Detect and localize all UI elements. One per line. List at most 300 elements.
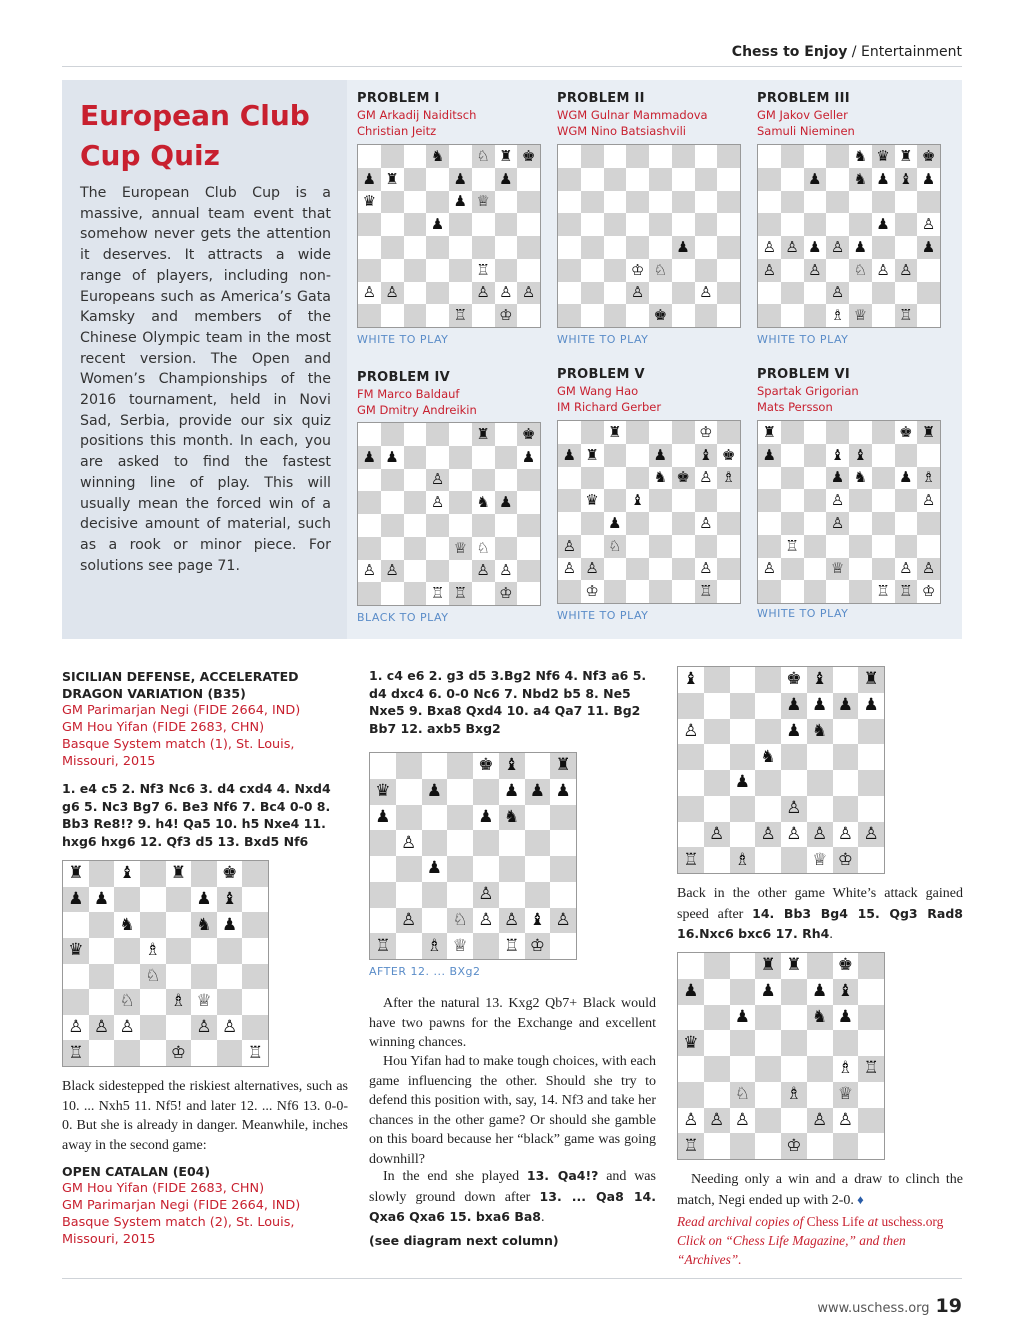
game2-event: Basque System match (2), St. Louis, Missouri, 2015 <box>62 1215 295 1247</box>
black-pawn-icon: ♟ <box>608 513 622 532</box>
board-square <box>758 168 781 191</box>
board-square <box>895 213 918 236</box>
board-square <box>781 304 804 327</box>
board-square <box>849 489 872 512</box>
board-square <box>140 1015 166 1041</box>
board-square <box>781 467 804 490</box>
problem-5-title: PROBLEM V <box>557 367 645 382</box>
board-square <box>396 779 422 805</box>
board-square <box>704 1108 730 1134</box>
black-king-icon: ♚ <box>521 424 536 443</box>
board-square <box>558 489 581 512</box>
white-pawn-icon: ♙ <box>521 283 536 302</box>
game2-para3-move2: 13. ... Qa8 14. Qxa6 Qxa6 15. bxa6 Ba8 <box>369 1188 656 1224</box>
board-square <box>558 145 581 168</box>
board-square <box>672 558 695 581</box>
board-square <box>63 1015 89 1041</box>
board-square <box>370 830 396 856</box>
board-square <box>517 259 540 282</box>
board-square <box>447 908 473 934</box>
problem-5-black: IM Richard Gerber <box>557 400 662 414</box>
board-square <box>242 964 268 990</box>
board-square <box>472 145 495 168</box>
board-square <box>473 779 499 805</box>
board-square <box>755 822 781 848</box>
problem-2-to-play: WHITE TO PLAY <box>557 333 649 346</box>
black-pawn-icon: ♟ <box>478 806 494 827</box>
white-knight-icon: ♘ <box>608 536 622 555</box>
board-square <box>381 514 404 537</box>
board-square <box>807 847 833 873</box>
black-bishop-icon: ♝ <box>630 491 645 510</box>
board-square <box>472 191 495 214</box>
board-square <box>781 1005 807 1031</box>
board-square <box>426 236 449 259</box>
board-square <box>166 964 192 990</box>
white-pawn-icon: ♙ <box>630 283 645 302</box>
board-square <box>678 1005 704 1031</box>
board-square <box>558 535 581 558</box>
board-square <box>730 693 756 719</box>
white-pawn-icon: ♙ <box>830 283 845 302</box>
board-square <box>604 236 627 259</box>
board-square <box>826 168 849 191</box>
board-square <box>558 304 581 327</box>
black-pawn-icon: ♟ <box>812 695 828 716</box>
board-square <box>807 822 833 848</box>
board-square <box>358 582 381 605</box>
category-name: Entertainment <box>860 44 962 60</box>
board-square <box>426 537 449 560</box>
board-square <box>872 558 895 581</box>
board-square <box>495 259 518 282</box>
board-square <box>695 191 718 214</box>
board-square <box>604 259 627 282</box>
white-pawn-icon: ♙ <box>709 1109 725 1130</box>
board-square <box>849 444 872 467</box>
board-square <box>858 822 884 848</box>
board-square <box>63 887 89 913</box>
board-square <box>217 964 243 990</box>
board-square <box>426 446 449 469</box>
board-square <box>447 830 473 856</box>
white-pawn-icon: ♙ <box>499 283 513 302</box>
board-square <box>917 467 940 490</box>
board-square <box>755 693 781 719</box>
board-square <box>717 145 740 168</box>
board-square <box>550 908 576 934</box>
board-square <box>358 145 381 168</box>
board-square <box>695 236 718 259</box>
white-pawn-icon: ♙ <box>699 468 713 487</box>
board-square <box>370 908 396 934</box>
board-square <box>781 822 807 848</box>
white-pawn-icon: ♙ <box>837 1109 853 1130</box>
board-square <box>604 558 627 581</box>
white-rook-icon: ♖ <box>247 1042 263 1063</box>
white-pawn-icon: ♙ <box>921 215 936 234</box>
board-square <box>525 908 551 934</box>
board-square <box>495 514 518 537</box>
board-square <box>704 1005 730 1031</box>
problem-2-black: WGM Nino Batsiashvili <box>557 124 686 138</box>
board-square <box>704 979 730 1005</box>
board-square <box>704 1133 730 1159</box>
board-square <box>781 796 807 822</box>
board-square <box>558 191 581 214</box>
white-pawn-icon: ♙ <box>478 909 494 930</box>
board-square <box>604 282 627 305</box>
board-square <box>449 191 472 214</box>
board-square <box>781 512 804 535</box>
board-square <box>499 856 525 882</box>
board-square <box>807 1108 833 1134</box>
white-pawn-icon: ♙ <box>504 909 520 930</box>
board-square <box>217 887 243 913</box>
game1-black: GM Hou Yifan (FIDE 2683, CHN) <box>62 720 265 735</box>
black-pawn-icon: ♟ <box>221 914 238 935</box>
white-king-icon: ♔ <box>585 582 599 601</box>
board-square <box>166 912 192 938</box>
board-square <box>807 719 833 745</box>
black-pawn-icon: ♟ <box>653 445 668 464</box>
board-square <box>858 847 884 873</box>
board-square <box>495 145 518 168</box>
board-square <box>558 213 581 236</box>
board-square <box>717 421 740 444</box>
board-square <box>370 779 396 805</box>
game1-white: GM Parimarjan Negi (FIDE 2664, IND) <box>62 703 301 718</box>
board-square <box>758 512 781 535</box>
board-square <box>833 796 859 822</box>
black-pawn-icon: ♟ <box>499 493 513 512</box>
white-knight-icon: ♘ <box>653 260 668 279</box>
board-square <box>422 882 448 908</box>
board-square <box>404 259 427 282</box>
board-square <box>140 989 166 1015</box>
board-square <box>649 535 672 558</box>
board-square <box>730 953 756 979</box>
board-square <box>404 446 427 469</box>
black-pawn-icon: ♟ <box>430 215 445 234</box>
black-pawn-icon: ♟ <box>504 781 520 802</box>
board-square <box>472 491 495 514</box>
page-number: 19 <box>935 1295 962 1317</box>
board-square <box>672 213 695 236</box>
board-square <box>678 822 704 848</box>
board-square <box>758 145 781 168</box>
end-mark-icon: ♦ <box>853 1191 864 1207</box>
board-square <box>558 467 581 490</box>
board-square <box>550 933 576 959</box>
board-square <box>473 856 499 882</box>
white-pawn-icon: ♙ <box>830 237 845 256</box>
white-rook-icon: ♖ <box>876 582 890 601</box>
board-square <box>730 744 756 770</box>
board-square <box>858 693 884 719</box>
board-square <box>695 444 718 467</box>
white-pawn-icon: ♙ <box>562 559 577 578</box>
board-square <box>717 191 740 214</box>
board-square <box>804 168 827 191</box>
black-pawn-icon: ♟ <box>385 447 399 466</box>
white-rook-icon: ♖ <box>68 1042 84 1063</box>
board-square <box>166 1015 192 1041</box>
see-diagram-note: (see diagram next column) <box>369 1233 559 1248</box>
black-pawn-icon: ♟ <box>876 169 890 188</box>
board-square <box>499 933 525 959</box>
black-pawn-icon: ♟ <box>762 445 777 464</box>
black-queen-icon: ♛ <box>876 146 890 165</box>
board-square <box>895 304 918 327</box>
board-square <box>858 719 884 745</box>
board-square <box>826 282 849 305</box>
footer-url[interactable]: www.uschess.org <box>817 1301 930 1316</box>
board-square <box>917 236 940 259</box>
white-queen-icon: ♕ <box>452 935 468 956</box>
board-square <box>114 912 140 938</box>
board-square <box>140 912 166 938</box>
board-square <box>114 887 140 913</box>
black-rook-icon: ♜ <box>170 863 186 884</box>
board-square <box>626 444 649 467</box>
black-queen-icon: ♛ <box>585 491 599 510</box>
board-square <box>558 168 581 191</box>
board-square <box>626 467 649 490</box>
board-square <box>449 446 472 469</box>
board-square <box>678 796 704 822</box>
board-square <box>833 1005 859 1031</box>
board-square <box>191 1015 217 1041</box>
board-square <box>704 744 730 770</box>
white-knight-icon: ♘ <box>476 538 490 557</box>
board-square <box>422 805 448 831</box>
black-rook-icon: ♜ <box>786 955 802 976</box>
board-square <box>626 145 649 168</box>
board-square <box>517 423 540 446</box>
board-square <box>804 444 827 467</box>
black-pawn-icon: ♟ <box>786 695 802 716</box>
board-square <box>140 964 166 990</box>
board-square <box>517 537 540 560</box>
board-square <box>858 1005 884 1031</box>
board-square <box>626 213 649 236</box>
white-queen-icon: ♕ <box>453 538 468 557</box>
white-pawn-icon: ♙ <box>476 561 490 580</box>
board-square <box>804 580 827 603</box>
white-pawn-icon: ♙ <box>430 493 445 512</box>
board-square <box>917 580 940 603</box>
board-square <box>447 882 473 908</box>
board-square <box>826 558 849 581</box>
black-pawn-icon: ♟ <box>499 169 513 188</box>
board-square <box>807 1133 833 1159</box>
board-square <box>558 512 581 535</box>
white-rook-icon: ♖ <box>453 306 468 325</box>
board-square <box>758 535 781 558</box>
black-pawn-icon: ♟ <box>734 772 750 793</box>
game1-continuation <box>677 884 963 945</box>
board-square <box>381 236 404 259</box>
board-square <box>678 667 704 693</box>
board-square <box>242 989 268 1015</box>
board-square <box>917 512 940 535</box>
board-square <box>426 469 449 492</box>
board-square <box>649 421 672 444</box>
board-square <box>604 168 627 191</box>
problem-4-to-play: BLACK TO PLAY <box>357 611 449 624</box>
board-square <box>191 1040 217 1066</box>
board-square <box>807 1082 833 1108</box>
black-rook-icon: ♜ <box>585 445 599 464</box>
board-square <box>381 282 404 305</box>
board-square <box>695 467 718 490</box>
problem-3-white: GM Jakov Geller <box>757 108 848 122</box>
game2-para3 <box>369 1166 656 1228</box>
white-pawn-icon: ♙ <box>221 1017 238 1038</box>
board-square <box>517 446 540 469</box>
board-square <box>358 491 381 514</box>
board-square <box>695 259 718 282</box>
white-pawn-icon: ♙ <box>709 823 725 844</box>
white-bishop-icon: ♗ <box>734 849 750 870</box>
board-square <box>858 770 884 796</box>
board-square <box>755 1108 781 1134</box>
problem-6-board <box>757 420 941 604</box>
board-square <box>704 847 730 873</box>
black-pawn-icon: ♟ <box>760 981 776 1002</box>
board-square <box>781 667 807 693</box>
board-square <box>472 259 495 282</box>
archive-url[interactable]: uschess.org <box>881 1214 944 1229</box>
black-king-icon: ♚ <box>653 306 668 325</box>
board-square <box>833 1108 859 1134</box>
board-square <box>849 535 872 558</box>
black-pawn-icon: ♟ <box>426 858 442 879</box>
board-square <box>704 1030 730 1056</box>
board-square <box>581 236 604 259</box>
board-square <box>704 719 730 745</box>
board-square <box>649 304 672 327</box>
board-square <box>872 512 895 535</box>
board-square <box>89 964 115 990</box>
problem-5-board <box>557 420 741 604</box>
board-square <box>781 1030 807 1056</box>
white-pawn-icon: ♙ <box>499 561 513 580</box>
board-square <box>604 467 627 490</box>
black-bishop-icon: ♝ <box>812 669 828 690</box>
archive-at: at <box>864 1214 882 1229</box>
board-square <box>140 938 166 964</box>
board-square <box>550 753 576 779</box>
problem-3-to-play: WHITE TO PLAY <box>757 333 849 346</box>
problem-6-title: PROBLEM VI <box>757 367 851 382</box>
white-pawn-icon: ♙ <box>899 559 913 578</box>
game1-continuation-moves: 14. Bb3 Bg4 15. Qg3 Rad8 16.Nxc6 bxc6 17. Rh4 <box>677 905 963 941</box>
board-square <box>781 489 804 512</box>
black-pawn-icon: ♟ <box>899 468 913 487</box>
board-square <box>495 469 518 492</box>
board-square <box>872 236 895 259</box>
white-king-icon: ♔ <box>170 1042 186 1063</box>
board-square <box>917 213 940 236</box>
board-square <box>581 512 604 535</box>
white-bishop-icon: ♗ <box>426 935 442 956</box>
white-pawn-icon: ♙ <box>830 491 845 510</box>
board-square <box>404 236 427 259</box>
board-square <box>649 282 672 305</box>
board-square <box>781 770 807 796</box>
board-square <box>695 168 718 191</box>
board-square <box>558 421 581 444</box>
black-knight-icon: ♞ <box>853 169 868 188</box>
board-square <box>649 512 672 535</box>
board-square <box>396 882 422 908</box>
board-square <box>649 236 672 259</box>
problem-1-white: GM Arkadij Naiditsch <box>357 108 477 122</box>
board-square <box>447 856 473 882</box>
board-square <box>604 580 627 603</box>
board-square <box>217 861 243 887</box>
game2-moves: 1. c4 e6 2. g3 d5 3.Bg2 Nf6 4. Nf3 a6 5. d4 dxc4 6. 0-0 Nc6 7. Nbd2 b5 8. Ne5 Nxe5 9. Bxa8 Qxd4 10. a4 Qa7 11. Bg2 Bb7 12. axb5 Bxg2 <box>369 668 647 736</box>
white-bishop-icon: ♗ <box>921 468 936 487</box>
footer-rule <box>62 1278 962 1279</box>
black-knight-icon: ♞ <box>476 493 490 512</box>
board-square <box>672 236 695 259</box>
board-square <box>404 491 427 514</box>
board-square <box>672 191 695 214</box>
board-square <box>704 953 730 979</box>
black-pawn-icon: ♟ <box>362 447 377 466</box>
board-square <box>781 693 807 719</box>
black-knight-icon: ♞ <box>812 1006 828 1027</box>
board-square <box>517 145 540 168</box>
board-square <box>217 938 243 964</box>
white-pawn-icon: ♙ <box>899 260 913 279</box>
white-pawn-icon: ♙ <box>476 283 490 302</box>
board-square <box>114 861 140 887</box>
board-square <box>426 213 449 236</box>
board-square <box>704 1056 730 1082</box>
black-pawn-icon: ♟ <box>863 695 879 716</box>
board-square <box>495 537 518 560</box>
problem-1-title: PROBLEM I <box>357 91 440 106</box>
black-bishop-icon: ♝ <box>830 445 845 464</box>
board-square <box>872 421 895 444</box>
white-pawn-icon: ♙ <box>683 720 699 741</box>
game2-diagram <box>369 752 577 960</box>
board-square <box>678 953 704 979</box>
board-square <box>781 719 807 745</box>
board-square <box>495 213 518 236</box>
problem-2-white: WGM Gulnar Mammadova <box>557 108 708 122</box>
problem-1-board <box>357 144 541 328</box>
board-square <box>191 964 217 990</box>
board-square <box>517 491 540 514</box>
white-pawn-icon: ♙ <box>562 536 577 555</box>
board-square <box>717 580 740 603</box>
black-pawn-icon: ♟ <box>837 695 853 716</box>
white-pawn-icon: ♙ <box>762 260 777 279</box>
board-square <box>358 537 381 560</box>
board-square <box>426 491 449 514</box>
black-rook-icon: ♜ <box>68 863 84 884</box>
board-square <box>358 304 381 327</box>
board-square <box>755 667 781 693</box>
black-king-icon: ♚ <box>478 755 494 776</box>
black-pawn-icon: ♟ <box>555 781 571 802</box>
board-square <box>717 259 740 282</box>
